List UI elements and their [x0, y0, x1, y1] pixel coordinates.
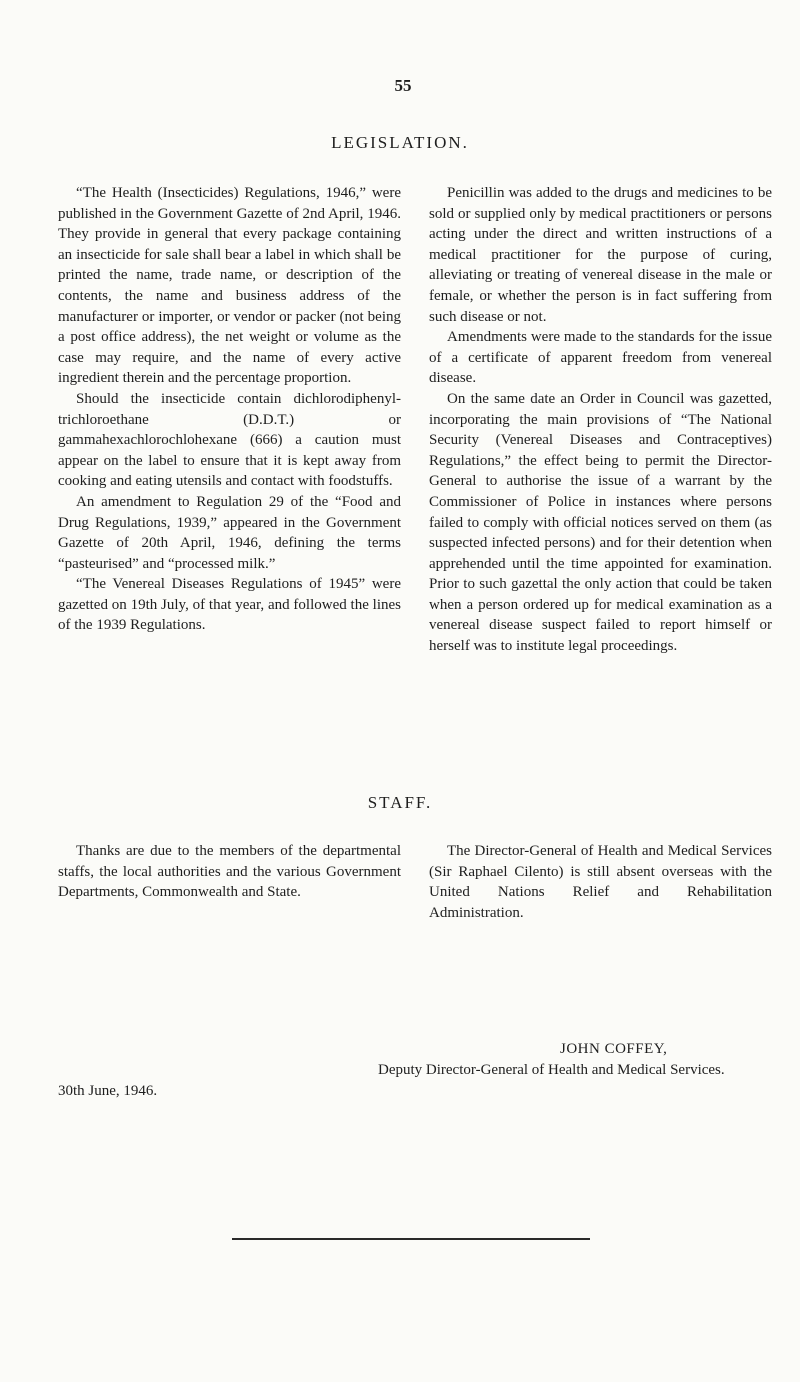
legislation-paragraph: “The Health (Insecticides) Regulations, 1946,” were published in the Government Gazette of 2nd April, 1946. They provide in general that every package containing an insecticide for sale shall bear a label in which shall be printed the name, trade name, or description of the contents, the name and business address of the manufacturer or importer, or vendor or packer (not being a post office address), the net weight or volume as the case may require, and the name of every active ingredient therein and the percentage proportion. — [58, 185, 401, 387]
signature-date: 30th June, 1946. — [58, 1083, 158, 1099]
legislation-heading: LEGISLATION. — [331, 133, 469, 152]
legislation-paragraph: “The Venereal Diseases Regulations of 1945” were gazetted on 19th July, of that year, and followed the lines of the 1939 Regulations. — [58, 576, 401, 634]
page-number: 55 — [394, 76, 412, 95]
legislation-paragraph: An amendment to Regulation 29 of the “Food and Drug Regulations, 1939,” appeared in the Government Gazette of 20th April, 1946, defining the terms “pasteurised” and “processed milk.” — [58, 493, 401, 572]
legislation-right-column — [429, 183, 772, 657]
legislation-left-column — [58, 183, 401, 636]
legislation-paragraph: Penicillin was added to the drugs and medicines to be sold or supplied only by medical practitioners or persons acting under the direct and written instructions of a medical practitioner for the purpose of curing, alleviating or treating of venereal disease in the male or female, or whether the person is in fact suffering from such disease or not. — [429, 185, 772, 325]
signature-name: JOHN COFFEY, — [560, 1041, 668, 1057]
legislation-paragraph: On the same date an Order in Council was gazetted, incorporating the main provisions of “The National Security (Venereal Diseases and Contraceptives) Regulations,” the effect being to permit the Director-General to authorise the issue of a warrant by the Commissioner of Police in instances where persons failed to comply with official notices served on them (as suspected infected persons) and for their detention when apprehended until the time appointed for examination. Prior to such gazettal the only action that could be taken when a person ordered up for medical examination as a venereal disease suspect failed to report himself or herself was to institute legal proceedings. — [429, 390, 772, 655]
staff-heading: STAFF. — [367, 793, 433, 812]
staff-right-column — [429, 841, 772, 923]
staff-left-column — [58, 841, 401, 903]
horizontal-rule — [232, 1238, 590, 1240]
staff-paragraph: The Director-General of Health and Medical Services (Sir Raphael Cilento) is still absent overseas with the United Nations Relief and Rehabilitation Administration. — [429, 843, 772, 921]
signature-title: Deputy Director-General of Health and Medical Services. — [378, 1062, 725, 1078]
legislation-paragraph: Amendments were made to the standards for the issue of a certificate of apparent freedom from venereal disease. — [429, 329, 772, 387]
legislation-paragraph: Should the insecticide contain dichlorodiphenyl-trichloroethane (D.D.T.) or gammahexachlorochlohexane (666) a caution must appear on the label to ensure that it is kept away from cooking and eating utensils and contact with foodstuffs. — [58, 390, 401, 490]
staff-paragraph: Thanks are due to the members of the departmental staffs, the local authorities and the various Government Departments, Commonwealth and State. — [58, 843, 401, 901]
